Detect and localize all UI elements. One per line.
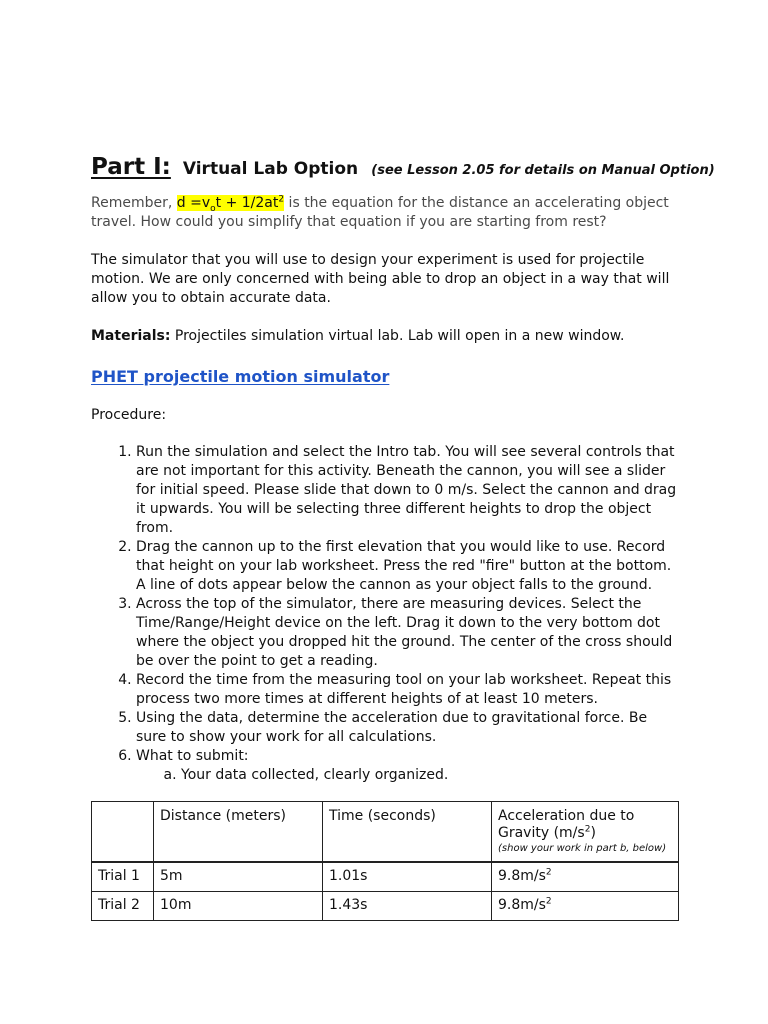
equation-d: d =v [176, 195, 211, 211]
acceleration-header-text: Acceleration due to Gravity (m/s [498, 808, 635, 841]
acceleration-value: 9.8m/s [498, 868, 546, 884]
section-title: Virtual Lab Option [182, 159, 359, 179]
equation-superscript: 2 [278, 194, 285, 205]
acceleration-cell [492, 862, 679, 892]
trial-cell: Trial 2 [92, 892, 154, 921]
acceleration-header-note: (show your work in part b, below) [498, 843, 667, 854]
submit-label: What to submit: [136, 748, 249, 764]
equation-mid: t + 1/2at [215, 195, 279, 211]
distance-cell: 10m [154, 892, 323, 921]
list-item: 3. Across the top of the simulator, there are measuring devices. Select the Time/Range/Height device on the left. Drag it down to the very bottom dot where the object you dropped hit the ground. The center of the cross should be over the point to get a reading. [136, 595, 681, 671]
acceleration-header-close: ) [590, 825, 596, 841]
section-heading [91, 148, 715, 186]
materials-text: Projectiles simulation virtual lab. Lab will open in a new window. [170, 328, 625, 344]
header-cell-empty [92, 802, 154, 863]
materials-label: Materials: [91, 328, 171, 344]
section-note: (see Lesson 2.05 for details on Manual Option) [371, 163, 715, 178]
header-cell-distance: Distance (meters) [154, 802, 323, 863]
table-row [92, 862, 679, 892]
acceleration-value: 9.8m/s [498, 897, 546, 913]
acceleration-sup: 2 [545, 867, 552, 878]
header-cell-time: Time (seconds) [323, 802, 492, 863]
phet-simulator-link[interactable]: PHET projectile motion simulator [91, 367, 390, 386]
list-item: 1. Run the simulation and select the Intro tab. You will see several controls that are not important for this activity. Beneath the cannon, you will see a slider for initial speed. Please slide that down to 0 m/s. Select the cannon and drag it upwards. You will be selecting three different heights to drop the object from. [136, 443, 681, 538]
acceleration-header-sup: 2 [584, 824, 591, 835]
submit-substeps [136, 766, 681, 785]
list-item: 4. Record the time from the measuring tool on your lab worksheet. Repeat this process two more times at different heights of at least 10 meters. [136, 671, 681, 709]
highlighted-equation [176, 194, 285, 214]
list-item: 2. Drag the cannon up to the first elevation that you would like to use. Record that height on your lab worksheet. Press the red "fire" button at the bottom. A line of dots appear below the cannon as your object falls to the ground. [136, 538, 681, 595]
procedure-steps [91, 443, 681, 785]
list-item: 5. Using the data, determine the acceleration due to gravitational force. Be sure to show your work for all calculations. [136, 709, 681, 747]
acceleration-sup: 2 [545, 896, 552, 907]
list-item [136, 747, 681, 785]
table-row [92, 892, 679, 921]
simulator-paragraph: The simulator that you will use to design your experiment is used for projectile motion. We are only concerned with being able to drop an object in a way that will allow you to obtain accurate data. [91, 252, 670, 306]
header-cell-acceleration [492, 802, 679, 863]
document-body [91, 148, 715, 785]
equation-subscript: o [210, 203, 216, 214]
acceleration-cell [492, 892, 679, 921]
table-header-row [92, 802, 679, 863]
list-item: a. Your data collected, clearly organized. [181, 766, 681, 785]
time-cell: 1.43s [323, 892, 492, 921]
part-label: Part I: [91, 154, 171, 180]
time-cell: 1.01s [323, 862, 492, 892]
distance-cell: 5m [154, 862, 323, 892]
remember-suffix: is the equation for the distance an accelerating object travel. How could you simplify that equation if you are starting from rest? [91, 195, 669, 230]
trial-cell: Trial 1 [92, 862, 154, 892]
procedure-label: Procedure: [91, 407, 167, 423]
materials-paragraph [91, 327, 681, 346]
remember-paragraph [91, 194, 681, 232]
remember-prefix: Remember, [91, 195, 177, 211]
data-table [91, 801, 679, 921]
